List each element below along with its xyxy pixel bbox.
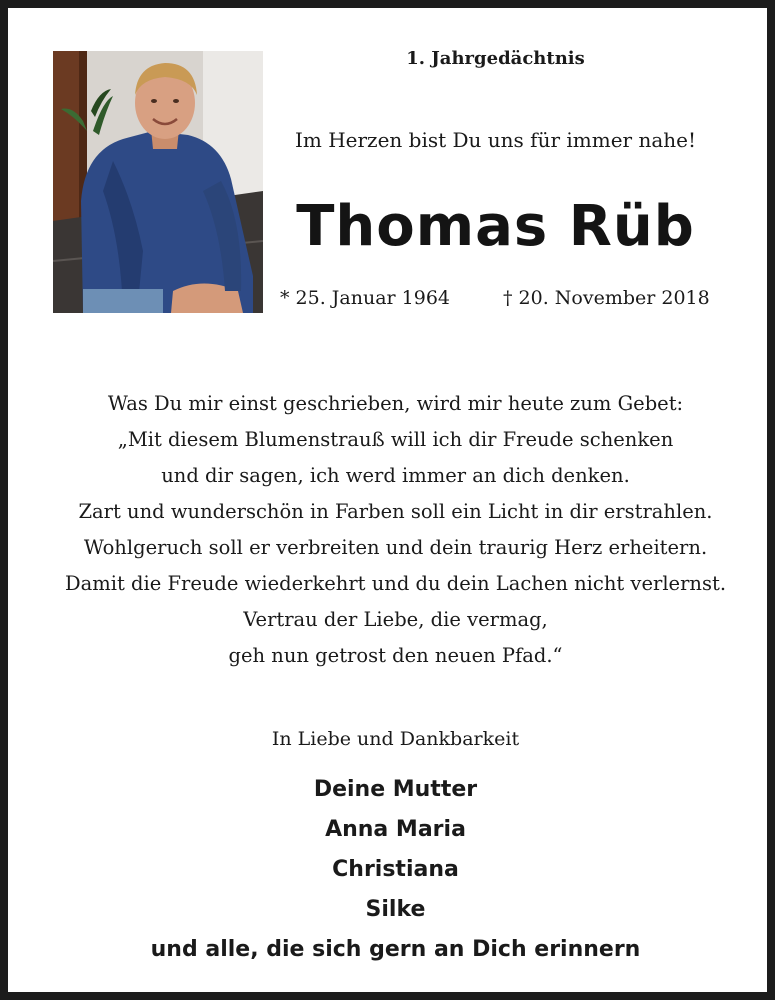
poem-line: Vertrau der Liebe, die vermag, (243, 608, 548, 631)
portrait-photo (53, 51, 263, 313)
signer-name: Silke (365, 897, 426, 922)
poem-block (28, 386, 763, 674)
motto-line: Im Herzen bist Du uns für immer nahe! (294, 128, 697, 152)
poem-line: Damit die Freude wiederkehrt und du dein Lachen nicht verlernst. (64, 572, 727, 595)
birth-date: * 25. Januar 1964 (280, 287, 451, 309)
poem-line: Was Du mir einst geschrieben, wird mir heute zum Gebet: (107, 392, 684, 415)
death-date: † 20. November 2018 (503, 287, 710, 309)
signer-name: und alle, die sich gern an Dich erinnern (150, 937, 641, 962)
anniversary-title: 1. Jahrgedächtnis (406, 48, 585, 69)
signers-list (28, 770, 763, 970)
closing-intro: In Liebe und Dankbarkeit (271, 728, 520, 750)
poem-line: und dir sagen, ich werd immer an dich denken. (161, 464, 630, 487)
signer-name: Anna Maria (325, 817, 466, 842)
signer-name: Christiana (332, 857, 459, 882)
poem-line: geh nun getrost den neuen Pfad.“ (228, 644, 563, 667)
poem-line: Zart und wunderschön in Farben soll ein Licht in dir erstrahlen. (78, 500, 713, 523)
poem-line: „Mit diesem Blumenstrauß will ich dir Freude schenken (117, 428, 674, 451)
signer-name: Deine Mutter (313, 777, 478, 802)
poem-line: Wohlgeruch soll er verbreiten und dein traurig Herz erheitern. (83, 536, 708, 559)
deceased-name: Thomas Rüb (296, 194, 695, 259)
